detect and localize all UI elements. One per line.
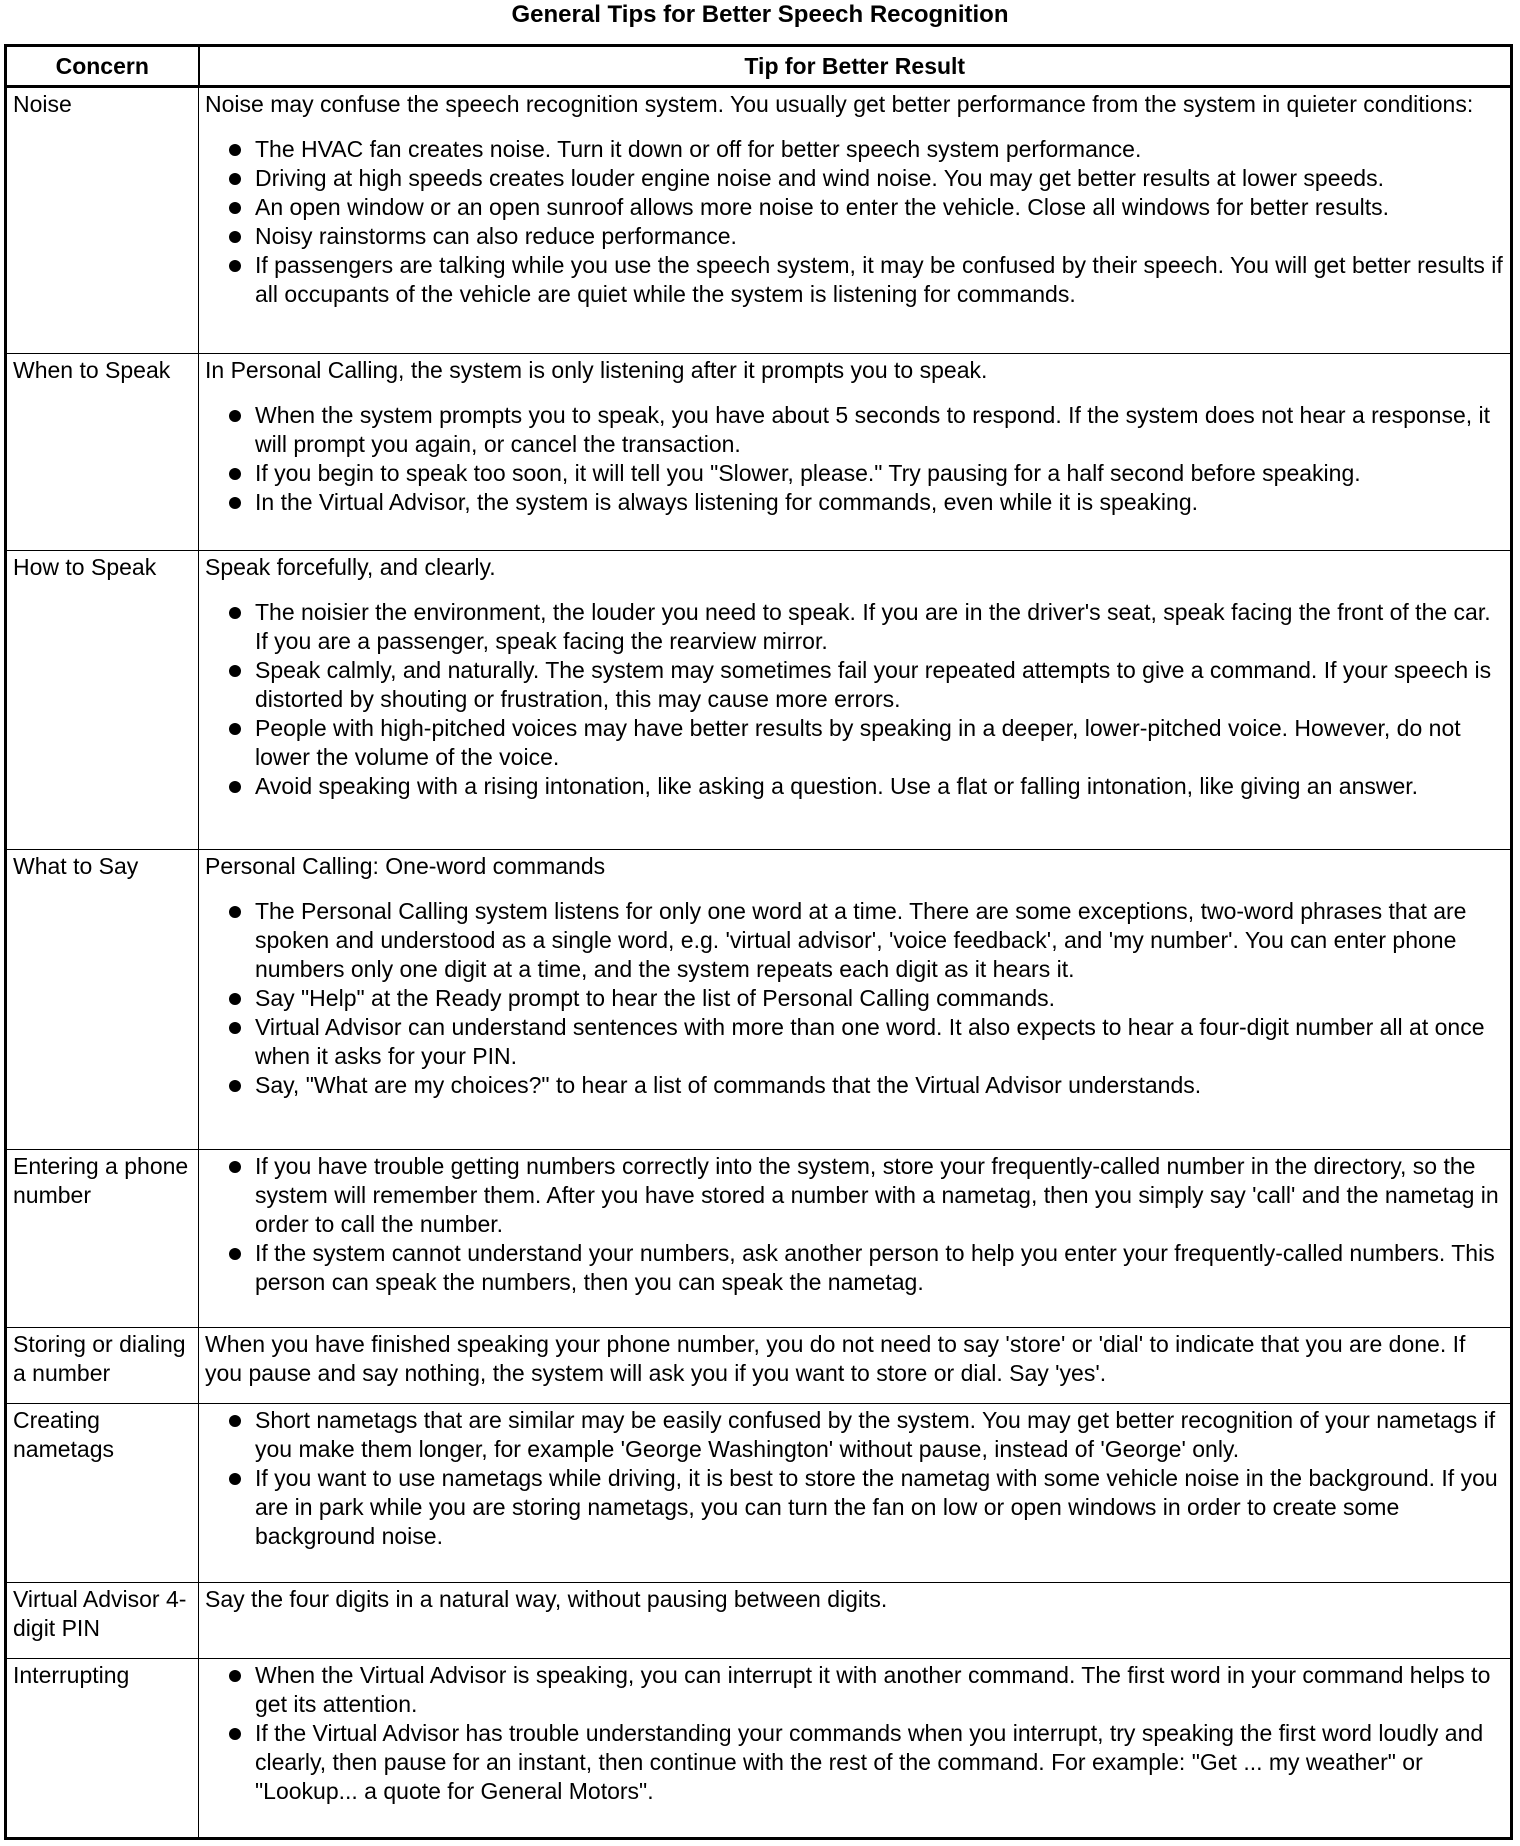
tip-bullet-list: [205, 1152, 1504, 1297]
tip-bullet-item: The Personal Calling system listens for only one word at a time. There are some exceptions, two-word phrases that are spoken and understood as a single word, e.g. 'virtual advisor', 'voice feedback', and 'my number'. You can enter phone numbers only one digit at a time, and the system repeats each digit as it hears it.: [205, 897, 1504, 984]
tip-bullet-item: If you have trouble getting numbers correctly into the system, store your frequently-called number in the directory, so the system will remember them. After you have stored a number with a nametag, then you simply say 'call' and the nametag in order to call the number.: [205, 1152, 1504, 1239]
tip-cell: [199, 1404, 1512, 1582]
concern-cell: What to Say: [6, 850, 199, 1149]
table-row: [6, 1404, 1512, 1582]
tip-column-header: Tip for Better Result: [199, 46, 1512, 87]
tips-body: [6, 87, 1512, 1839]
tip-bullet-list: [205, 401, 1504, 517]
tip-bullet-item: Speak calmly, and naturally. The system may sometimes fail your repeated attempts to give a command. If your speech is distorted by shouting or frustration, this may cause more errors.: [205, 656, 1504, 714]
table-row: [6, 850, 1512, 1149]
concern-cell: When to Speak: [6, 353, 199, 550]
concern-cell: Creating nametags: [6, 1404, 199, 1582]
tip-bullet-list: [205, 897, 1504, 1100]
table-row: [6, 1659, 1512, 1839]
tip-bullet-item: If the Virtual Advisor has trouble understanding your commands when you interrupt, try speaking the first word loudly and clearly, then pause for an instant, then continue with the rest of the command. For example: "Get ... my weather" or "Lookup... a quote for General Motors".: [205, 1719, 1504, 1806]
header-row: [6, 46, 1512, 87]
tip-bullet-item: When the Virtual Advisor is speaking, you can interrupt it with another command. The first word in your command helps to get its attention.: [205, 1661, 1504, 1719]
tip-cell: [199, 87, 1512, 354]
tip-bullet-item: When the system prompts you to speak, you have about 5 seconds to respond. If the system does not hear a response, it will prompt you again, or cancel the transaction.: [205, 401, 1504, 459]
tip-bullet-item: If the system cannot understand your numbers, ask another person to help you enter your frequently-called numbers. This person can speak the numbers, then you can speak the nametag.: [205, 1239, 1504, 1297]
tip-bullet-item: Say, "What are my choices?" to hear a list of commands that the Virtual Advisor understands.: [205, 1071, 1504, 1100]
tips-table: [4, 44, 1513, 1840]
tip-intro: Personal Calling: One-word commands: [205, 853, 606, 880]
tip-cell: [199, 850, 1512, 1149]
tip-bullet-item: Avoid speaking with a rising intonation, like asking a question. Use a flat or falling intonation, like giving an answer.: [205, 772, 1504, 801]
tip-bullet-item: If passengers are talking while you use the speech system, it may be confused by their speech. You will get better results if all occupants of the vehicle are quiet while the system is listening for commands.: [205, 251, 1504, 309]
concern-cell: Noise: [6, 87, 199, 354]
tip-bullet-item: If you want to use nametags while driving, it is best to store the nametag with some vehicle noise in the background. If you are in park while you are storing nametags, you can turn the fan on low or open windows in order to create some background noise.: [205, 1464, 1504, 1551]
tip-bullet-list: [205, 1661, 1504, 1806]
concern-cell: How to Speak: [6, 550, 199, 849]
tip-intro: Speak forcefully, and clearly.: [205, 553, 496, 580]
table-row: [6, 1328, 1512, 1404]
table-row: [6, 1582, 1512, 1658]
tip-bullet-item: Driving at high speeds creates louder engine noise and wind noise. You may get better results at lower speeds.: [205, 164, 1504, 193]
concern-cell: Interrupting: [6, 1659, 199, 1839]
tip-intro: In Personal Calling, the system is only listening after it prompts you to speak.: [205, 356, 988, 383]
tip-bullet-list: [205, 135, 1504, 309]
tip-cell: [199, 1582, 1512, 1658]
concern-cell: Storing or dialing a number: [6, 1328, 199, 1404]
table-row: [6, 1149, 1512, 1327]
document-title: General Tips for Better Speech Recognition: [511, 1, 1009, 28]
tip-cell: [199, 1328, 1512, 1404]
concern-cell: Virtual Advisor 4-digit PIN: [6, 1582, 199, 1658]
tip-cell: [199, 353, 1512, 550]
tip-bullet-item: Noisy rainstorms can also reduce performance.: [205, 222, 1504, 251]
concern-cell: Entering a phone number: [6, 1149, 199, 1327]
table-row: [6, 550, 1512, 849]
tip-cell: [199, 1659, 1512, 1839]
tip-bullet-item: Virtual Advisor can understand sentences with more than one word. It also expects to hear a four-digit number all at once when it asks for your PIN.: [205, 1013, 1504, 1071]
tip-bullet-item: People with high-pitched voices may have better results by speaking in a deeper, lower-pitched voice. However, do not lower the volume of the voice.: [205, 714, 1504, 772]
tip-bullet-item: The noisier the environment, the louder you need to speak. If you are in the driver's seat, speak facing the front of the car. If you are a passenger, speak facing the rearview mirror.: [205, 598, 1504, 656]
tip-bullet-item: Say "Help" at the Ready prompt to hear the list of Personal Calling commands.: [205, 984, 1504, 1013]
tip-bullet-item: Short nametags that are similar may be easily confused by the system. You may get better recognition of your nametags if you make them longer, for example 'George Washington' without pause, instead of 'George' only.: [205, 1406, 1504, 1464]
tip-bullet-item: An open window or an open sunroof allows more noise to enter the vehicle. Close all windows for better results.: [205, 193, 1504, 222]
concern-column-header: Concern: [6, 46, 199, 87]
tip-cell: [199, 1149, 1512, 1327]
tip-cell: [199, 550, 1512, 849]
tip-bullet-item: If you begin to speak too soon, it will tell you "Slower, please." Try pausing for a half second before speaking.: [205, 459, 1504, 488]
table-row: [6, 87, 1512, 354]
tip-intro: When you have finished speaking your phone number, you do not need to say 'store' or 'dial' to indicate that you are done. If you pause and say nothing, the system will ask you if you want to store or dial. Say 'yes'.: [205, 1331, 1466, 1387]
tip-bullet-item: In the Virtual Advisor, the system is always listening for commands, even while it is speaking.: [205, 488, 1504, 517]
tip-intro: Say the four digits in a natural way, without pausing between digits.: [205, 1585, 888, 1612]
tip-bullet-list: [205, 598, 1504, 801]
table-row: [6, 353, 1512, 550]
tip-intro: Noise may confuse the speech recognition system. You usually get better performance from the system in quieter conditions:: [205, 91, 1474, 117]
tip-bullet-item: The HVAC fan creates noise. Turn it down or off for better speech system performance.: [205, 135, 1504, 164]
tip-bullet-list: [205, 1406, 1504, 1551]
